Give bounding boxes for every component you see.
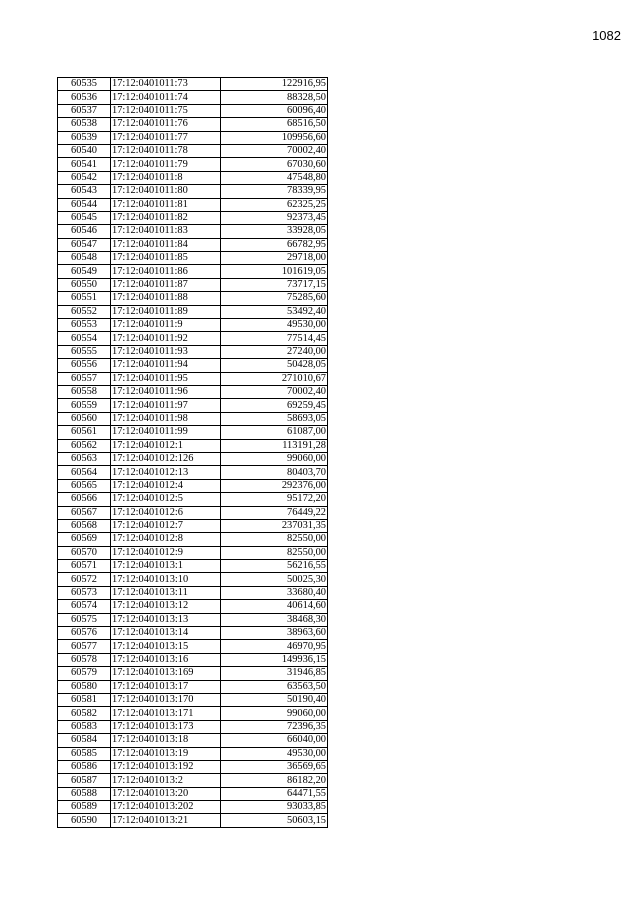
table-row (58, 399, 328, 412)
row-number-cell: 60574 (58, 600, 111, 613)
cadastral-value-cell: 69259,45 (221, 399, 328, 412)
table-row (58, 760, 328, 773)
row-number-cell: 60568 (58, 519, 111, 532)
cadastral-number-cell: 17:12:0401013:21 (111, 814, 221, 827)
cadastral-value-cell: 109956,60 (221, 131, 328, 144)
row-number-cell: 60564 (58, 466, 111, 479)
cadastral-number-cell: 17:12:0401011:94 (111, 359, 221, 372)
table-row (58, 319, 328, 332)
table-row (58, 278, 328, 291)
cadastral-number-cell: 17:12:0401011:93 (111, 345, 221, 358)
row-number-cell: 60543 (58, 185, 111, 198)
cadastral-value-cell: 149936,15 (221, 653, 328, 666)
row-number-cell: 60548 (58, 252, 111, 265)
cadastral-value-cell: 64471,55 (221, 787, 328, 800)
table-row (58, 519, 328, 532)
cadastral-number-cell: 17:12:0401011:73 (111, 78, 221, 91)
cadastral-value-cell: 78339,95 (221, 185, 328, 198)
cadastral-number-cell: 17:12:0401011:8 (111, 171, 221, 184)
cadastral-value-cell: 58693,05 (221, 412, 328, 425)
row-number-cell: 60583 (58, 720, 111, 733)
cadastral-number-cell: 17:12:0401011:76 (111, 118, 221, 131)
row-number-cell: 60571 (58, 560, 111, 573)
cadastral-number-cell: 17:12:0401011:97 (111, 399, 221, 412)
table-row (58, 774, 328, 787)
cadastral-value-cell: 68516,50 (221, 118, 328, 131)
cadastral-number-cell: 17:12:0401013:173 (111, 720, 221, 733)
cadastral-number-cell: 17:12:0401013:10 (111, 573, 221, 586)
cadastral-value-cell: 70002,40 (221, 385, 328, 398)
cadastral-number-cell: 17:12:0401011:82 (111, 211, 221, 224)
cadastral-number-cell: 17:12:0401013:19 (111, 747, 221, 760)
cadastral-value-cell: 93033,85 (221, 801, 328, 814)
row-number-cell: 60555 (58, 345, 111, 358)
cadastral-number-cell: 17:12:0401011:80 (111, 185, 221, 198)
row-number-cell: 60558 (58, 385, 111, 398)
cadastral-number-cell: 17:12:0401013:2 (111, 774, 221, 787)
table-row (58, 158, 328, 171)
table-row (58, 506, 328, 519)
table-row (58, 332, 328, 345)
cadastral-number-cell: 17:12:0401013:20 (111, 787, 221, 800)
table-row (58, 734, 328, 747)
table-row (58, 131, 328, 144)
cadastral-value-table (57, 77, 328, 828)
table-row (58, 372, 328, 385)
table-row (58, 600, 328, 613)
table-row (58, 533, 328, 546)
row-number-cell: 60584 (58, 734, 111, 747)
cadastral-value-cell: 29718,00 (221, 252, 328, 265)
row-number-cell: 60577 (58, 640, 111, 653)
cadastral-value-cell: 50190,40 (221, 693, 328, 706)
cadastral-value-cell: 99060,00 (221, 707, 328, 720)
cadastral-value-cell: 72396,35 (221, 720, 328, 733)
row-number-cell: 60552 (58, 305, 111, 318)
cadastral-number-cell: 17:12:0401011:96 (111, 385, 221, 398)
cadastral-value-cell: 66782,95 (221, 238, 328, 251)
row-number-cell: 60542 (58, 171, 111, 184)
cadastral-number-cell: 17:12:0401012:1 (111, 439, 221, 452)
table-row (58, 185, 328, 198)
cadastral-value-cell: 80403,70 (221, 466, 328, 479)
cadastral-value-cell: 62325,25 (221, 198, 328, 211)
row-number-cell: 60570 (58, 546, 111, 559)
cadastral-value-cell: 271010,67 (221, 372, 328, 385)
row-number-cell: 60560 (58, 412, 111, 425)
cadastral-number-cell: 17:12:0401013:12 (111, 600, 221, 613)
row-number-cell: 60563 (58, 452, 111, 465)
table-row (58, 91, 328, 104)
cadastral-value-cell: 237031,35 (221, 519, 328, 532)
row-number-cell: 60538 (58, 118, 111, 131)
cadastral-number-cell: 17:12:0401013:11 (111, 586, 221, 599)
cadastral-value-cell: 36569,65 (221, 760, 328, 773)
cadastral-number-cell: 17:12:0401011:95 (111, 372, 221, 385)
cadastral-value-cell: 77514,45 (221, 332, 328, 345)
row-number-cell: 60551 (58, 292, 111, 305)
row-number-cell: 60546 (58, 225, 111, 238)
table-row (58, 78, 328, 91)
row-number-cell: 60547 (58, 238, 111, 251)
cadastral-number-cell: 17:12:0401011:9 (111, 319, 221, 332)
cadastral-number-cell: 17:12:0401011:77 (111, 131, 221, 144)
cadastral-value-cell: 73717,15 (221, 278, 328, 291)
cadastral-value-cell: 101619,05 (221, 265, 328, 278)
cadastral-value-cell: 50603,15 (221, 814, 328, 827)
cadastral-number-cell: 17:12:0401013:202 (111, 801, 221, 814)
row-number-cell: 60536 (58, 91, 111, 104)
row-number-cell: 60569 (58, 533, 111, 546)
row-number-cell: 60565 (58, 479, 111, 492)
table-body (58, 78, 328, 828)
cadastral-number-cell: 17:12:0401013:14 (111, 627, 221, 640)
table-row (58, 252, 328, 265)
table-row (58, 466, 328, 479)
row-number-cell: 60576 (58, 627, 111, 640)
table-row (58, 385, 328, 398)
cadastral-number-cell: 17:12:0401013:1 (111, 560, 221, 573)
row-number-cell: 60561 (58, 426, 111, 439)
row-number-cell: 60572 (58, 573, 111, 586)
table-row (58, 452, 328, 465)
table-row (58, 265, 328, 278)
row-number-cell: 60549 (58, 265, 111, 278)
row-number-cell: 60587 (58, 774, 111, 787)
row-number-cell: 60556 (58, 359, 111, 372)
table-row (58, 225, 328, 238)
cadastral-number-cell: 17:12:0401011:75 (111, 104, 221, 117)
cadastral-value-cell: 38963,60 (221, 627, 328, 640)
cadastral-number-cell: 17:12:0401012:13 (111, 466, 221, 479)
cadastral-value-cell: 86182,20 (221, 774, 328, 787)
page-number: 1082 (592, 28, 621, 43)
row-number-cell: 60566 (58, 493, 111, 506)
table-row (58, 747, 328, 760)
cadastral-number-cell: 17:12:0401013:170 (111, 693, 221, 706)
table-row (58, 292, 328, 305)
cadastral-number-cell: 17:12:0401011:79 (111, 158, 221, 171)
cadastral-number-cell: 17:12:0401012:5 (111, 493, 221, 506)
table-row (58, 613, 328, 626)
table-row (58, 680, 328, 693)
cadastral-value-cell: 66040,00 (221, 734, 328, 747)
cadastral-value-cell: 67030,60 (221, 158, 328, 171)
cadastral-value-cell: 75285,60 (221, 292, 328, 305)
row-number-cell: 60541 (58, 158, 111, 171)
row-number-cell: 60588 (58, 787, 111, 800)
table-row (58, 814, 328, 827)
cadastral-value-cell: 82550,00 (221, 533, 328, 546)
row-number-cell: 60557 (58, 372, 111, 385)
table-row (58, 720, 328, 733)
cadastral-number-cell: 17:12:0401011:89 (111, 305, 221, 318)
cadastral-value-cell: 49530,00 (221, 747, 328, 760)
cadastral-number-cell: 17:12:0401011:81 (111, 198, 221, 211)
cadastral-value-cell: 122916,95 (221, 78, 328, 91)
table-row (58, 305, 328, 318)
cadastral-number-cell: 17:12:0401012:6 (111, 506, 221, 519)
table-row (58, 238, 328, 251)
table-row (58, 439, 328, 452)
cadastral-number-cell: 17:12:0401011:87 (111, 278, 221, 291)
cadastral-number-cell: 17:12:0401011:78 (111, 144, 221, 157)
table-row (58, 707, 328, 720)
table-row (58, 198, 328, 211)
cadastral-value-cell: 50428,05 (221, 359, 328, 372)
cadastral-number-cell: 17:12:0401012:4 (111, 479, 221, 492)
row-number-cell: 60590 (58, 814, 111, 827)
table-row (58, 693, 328, 706)
cadastral-value-cell: 99060,00 (221, 452, 328, 465)
cadastral-value-cell: 88328,50 (221, 91, 328, 104)
table-row (58, 479, 328, 492)
cadastral-number-cell: 17:12:0401011:86 (111, 265, 221, 278)
table-row (58, 211, 328, 224)
row-number-cell: 60578 (58, 653, 111, 666)
row-number-cell: 60553 (58, 319, 111, 332)
row-number-cell: 60537 (58, 104, 111, 117)
cadastral-value-cell: 92373,45 (221, 211, 328, 224)
table-row (58, 171, 328, 184)
table-row (58, 144, 328, 157)
row-number-cell: 60586 (58, 760, 111, 773)
cadastral-number-cell: 17:12:0401013:15 (111, 640, 221, 653)
row-number-cell: 60554 (58, 332, 111, 345)
table-row (58, 560, 328, 573)
row-number-cell: 60589 (58, 801, 111, 814)
cadastral-number-cell: 17:12:0401011:83 (111, 225, 221, 238)
row-number-cell: 60539 (58, 131, 111, 144)
cadastral-number-cell: 17:12:0401013:169 (111, 667, 221, 680)
row-number-cell: 60573 (58, 586, 111, 599)
row-number-cell: 60544 (58, 198, 111, 211)
table-row (58, 359, 328, 372)
cadastral-value-cell: 47548,80 (221, 171, 328, 184)
cadastral-value-cell: 33928,05 (221, 225, 328, 238)
row-number-cell: 60579 (58, 667, 111, 680)
table-row (58, 118, 328, 131)
row-number-cell: 60582 (58, 707, 111, 720)
table-row (58, 586, 328, 599)
cadastral-number-cell: 17:12:0401011:74 (111, 91, 221, 104)
cadastral-value-cell: 63563,50 (221, 680, 328, 693)
cadastral-value-cell: 60096,40 (221, 104, 328, 117)
cadastral-value-cell: 82550,00 (221, 546, 328, 559)
cadastral-value-cell: 113191,28 (221, 439, 328, 452)
cadastral-number-cell: 17:12:0401013:18 (111, 734, 221, 747)
table-row (58, 801, 328, 814)
table-row (58, 667, 328, 680)
table-row (58, 104, 328, 117)
cadastral-number-cell: 17:12:0401012:8 (111, 533, 221, 546)
cadastral-value-cell: 56216,55 (221, 560, 328, 573)
row-number-cell: 60575 (58, 613, 111, 626)
cadastral-number-cell: 17:12:0401012:7 (111, 519, 221, 532)
cadastral-value-cell: 40614,60 (221, 600, 328, 613)
row-number-cell: 60545 (58, 211, 111, 224)
cadastral-value-cell: 27240,00 (221, 345, 328, 358)
row-number-cell: 60585 (58, 747, 111, 760)
cadastral-number-cell: 17:12:0401013:171 (111, 707, 221, 720)
cadastral-number-cell: 17:12:0401013:192 (111, 760, 221, 773)
cadastral-value-cell: 70002,40 (221, 144, 328, 157)
row-number-cell: 60562 (58, 439, 111, 452)
cadastral-value-cell: 50025,30 (221, 573, 328, 586)
cadastral-number-cell: 17:12:0401011:84 (111, 238, 221, 251)
table-row (58, 412, 328, 425)
cadastral-value-cell: 31946,85 (221, 667, 328, 680)
row-number-cell: 60581 (58, 693, 111, 706)
table-row (58, 653, 328, 666)
table-row (58, 627, 328, 640)
row-number-cell: 60580 (58, 680, 111, 693)
cadastral-number-cell: 17:12:0401011:88 (111, 292, 221, 305)
cadastral-number-cell: 17:12:0401013:17 (111, 680, 221, 693)
table-row (58, 426, 328, 439)
cadastral-value-cell: 292376,00 (221, 479, 328, 492)
row-number-cell: 60535 (58, 78, 111, 91)
cadastral-number-cell: 17:12:0401012:126 (111, 452, 221, 465)
table-row (58, 345, 328, 358)
row-number-cell: 60567 (58, 506, 111, 519)
cadastral-number-cell: 17:12:0401011:92 (111, 332, 221, 345)
row-number-cell: 60550 (58, 278, 111, 291)
cadastral-value-cell: 76449,22 (221, 506, 328, 519)
cadastral-value-cell: 38468,30 (221, 613, 328, 626)
row-number-cell: 60559 (58, 399, 111, 412)
table-row (58, 493, 328, 506)
table-row (58, 640, 328, 653)
table-row (58, 573, 328, 586)
cadastral-value-cell: 33680,40 (221, 586, 328, 599)
cadastral-value-cell: 61087,00 (221, 426, 328, 439)
cadastral-number-cell: 17:12:0401013:13 (111, 613, 221, 626)
cadastral-value-cell: 46970,95 (221, 640, 328, 653)
cadastral-number-cell: 17:12:0401011:85 (111, 252, 221, 265)
row-number-cell: 60540 (58, 144, 111, 157)
cadastral-number-cell: 17:12:0401012:9 (111, 546, 221, 559)
table-row (58, 546, 328, 559)
cadastral-value-cell: 53492,40 (221, 305, 328, 318)
cadastral-value-cell: 95172,20 (221, 493, 328, 506)
cadastral-number-cell: 17:12:0401011:99 (111, 426, 221, 439)
table-row (58, 787, 328, 800)
cadastral-number-cell: 17:12:0401013:16 (111, 653, 221, 666)
cadastral-number-cell: 17:12:0401011:98 (111, 412, 221, 425)
cadastral-value-cell: 49530,00 (221, 319, 328, 332)
